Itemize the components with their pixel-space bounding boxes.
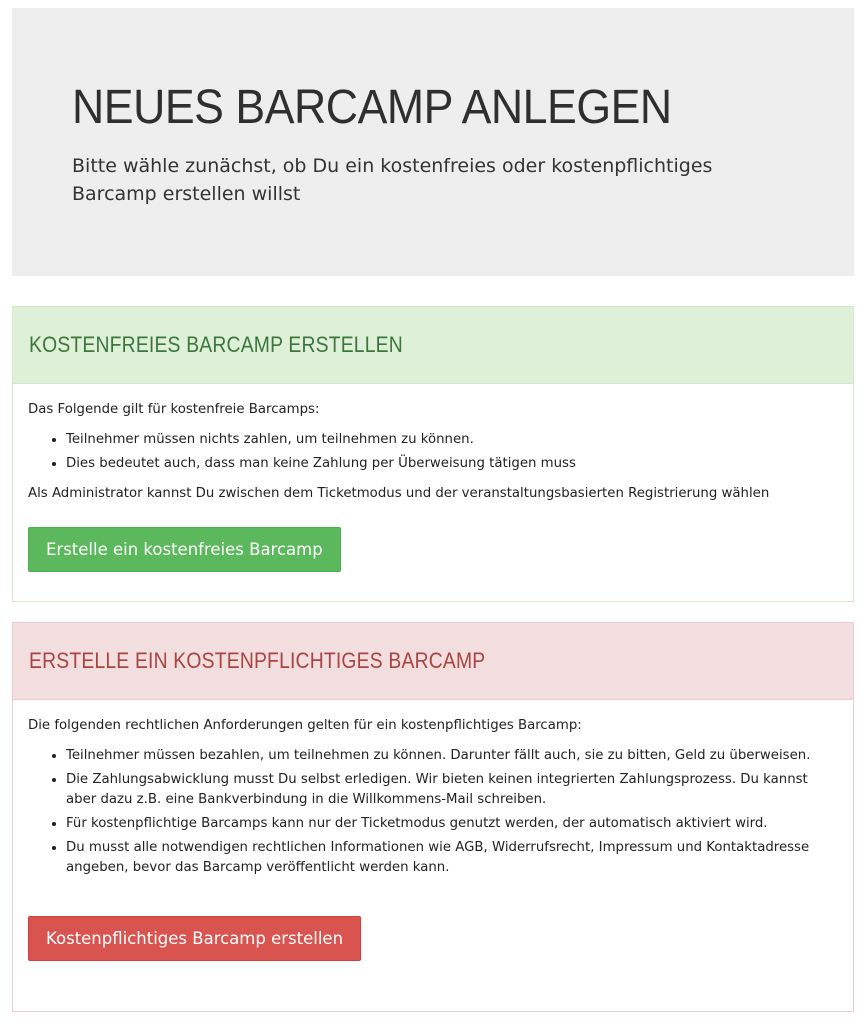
free-panel-intro: Das Folgende gilt für kostenfreie Barcamps:: [28, 402, 320, 417]
list-item: • Für kostenpflichtige Barcamps kann nur der Ticketmodus genutzt werden, der automatisch aktiviert wird.: [66, 814, 838, 834]
paid-panel-title: ERSTELLE EIN KOSTENPFLICHTIGES BARCAMP: [29, 648, 486, 673]
create-free-barcamp-button[interactable]: Erstelle ein kostenfreies Barcamp: [28, 527, 341, 572]
create-paid-barcamp-button[interactable]: Kostenpflichtiges Barcamp erstellen: [28, 916, 361, 961]
free-panel-body: [13, 384, 853, 572]
paid-requirements-list: [28, 746, 838, 878]
list-item: • Dies bedeutet auch, dass man keine Zahlung per Überweisung tätigen muss: [66, 454, 838, 474]
paid-panel-heading: [13, 623, 853, 700]
free-barcamp-panel: [12, 306, 854, 602]
list-item: • Du musst alle notwendigen rechtlichen Informationen wie AGB, Widerrufsrecht, Impressum und Kontaktadresse angeben, bevor das Barcamp veröffentlicht werden kann.: [66, 838, 838, 878]
paid-panel-intro: Die folgenden rechtlichen Anforderungen gelten für ein kostenpflichtiges Barcamp:: [28, 718, 582, 733]
list-item: • Die Zahlungsabwicklung musst Du selbst erledigen. Wir bieten keinen integrierten Zahlungsprozess. Du kannst aber dazu z.B. eine Bankverbindung in die Willkommens-Mail schreiben.: [66, 770, 838, 810]
paid-barcamp-panel: [12, 622, 854, 1012]
page-header: [12, 8, 854, 276]
list-item: • Teilnehmer müssen bezahlen, um teilnehmen zu können. Darunter fällt auch, sie zu bitten, Geld zu überweisen.: [66, 746, 838, 766]
page-subtitle: Bitte wähle zunächst, ob Du ein kostenfreies oder kostenpflichtiges Barcamp erstellen willst: [72, 155, 713, 205]
free-requirements-list: [28, 430, 838, 474]
page-title: NEUES BARCAMP ANLEGEN: [72, 81, 672, 134]
list-item: • Teilnehmer müssen nichts zahlen, um teilnehmen zu können.: [66, 430, 838, 450]
paid-panel-body: [13, 700, 853, 961]
free-panel-note: Als Administrator kannst Du zwischen dem Ticketmodus und der veranstaltungsbasierten Registrierung wählen: [28, 486, 770, 501]
free-panel-title: KOSTENFREIES BARCAMP ERSTELLEN: [29, 332, 403, 357]
free-panel-heading: [13, 307, 853, 384]
